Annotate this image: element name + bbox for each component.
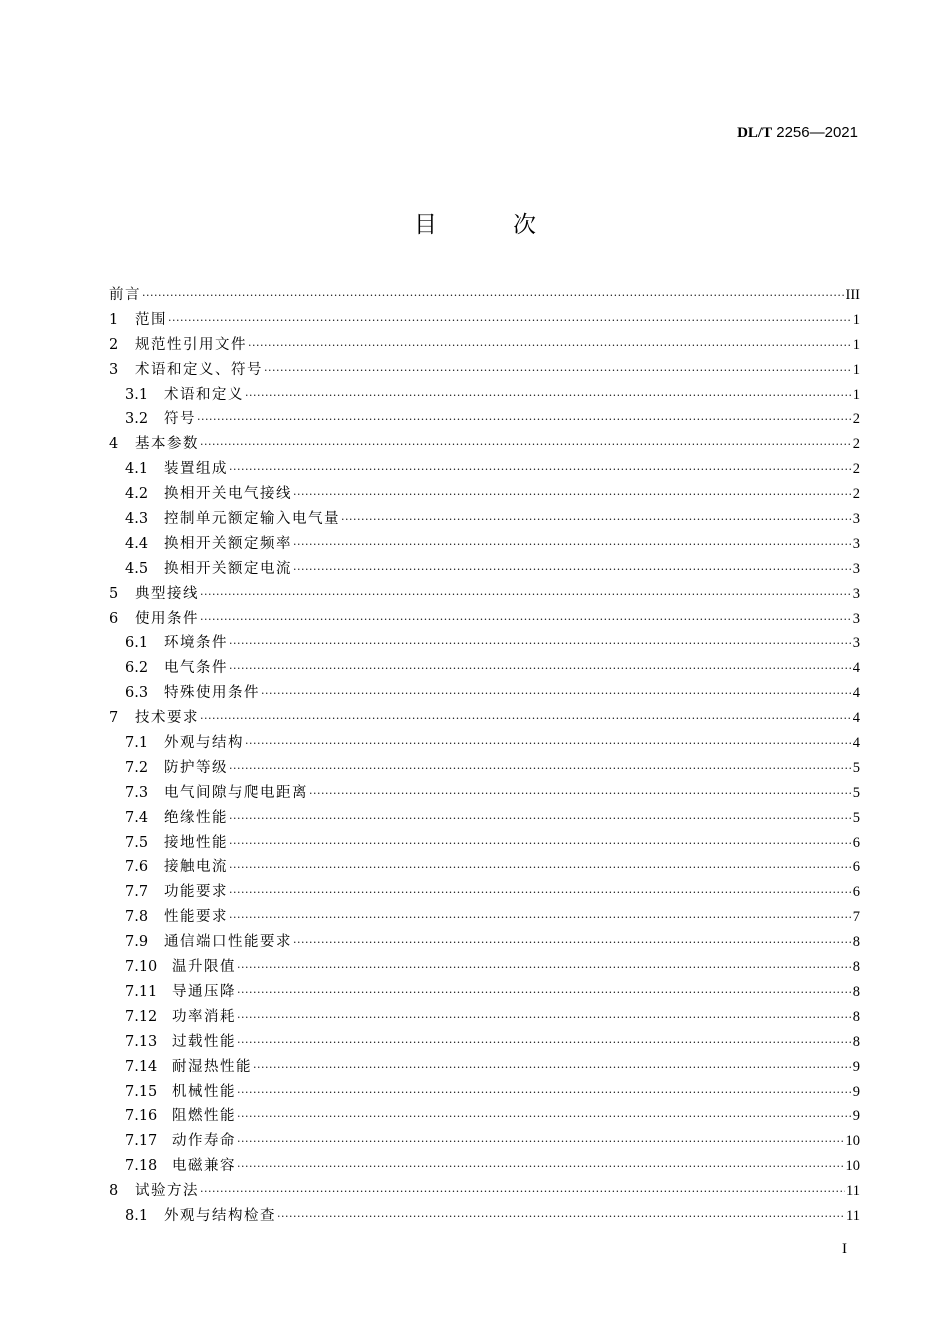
dot-leader — [248, 334, 852, 359]
toc-entry-title: 范围 — [135, 311, 167, 328]
toc-entry-page: 3 — [852, 535, 860, 552]
toc-entry[interactable] — [109, 706, 860, 731]
toc-entry-title: 电磁兼容 — [172, 1158, 236, 1175]
toc-entry[interactable] — [109, 507, 860, 532]
dot-leader — [237, 1081, 852, 1106]
toc-entry[interactable] — [109, 1005, 860, 1030]
toc-entry[interactable] — [109, 1154, 860, 1179]
dot-leader — [293, 558, 852, 583]
dot-leader — [245, 384, 852, 409]
dot-leader — [237, 1006, 852, 1031]
dot-leader — [200, 707, 852, 732]
dot-leader — [237, 981, 852, 1006]
toc-entry-page: 11 — [846, 1183, 860, 1200]
toc-entry-number: 3.2 — [125, 411, 149, 428]
toc-entry[interactable] — [109, 1030, 860, 1055]
toc-entry-title: 术语和定义 — [164, 386, 244, 403]
toc-entry[interactable] — [109, 532, 860, 557]
toc-entry-number: 6.3 — [125, 685, 149, 702]
toc-entry-page: 10 — [845, 1133, 860, 1150]
toc-entry-title: 功能要求 — [164, 884, 228, 901]
toc-entry[interactable] — [109, 631, 860, 656]
toc-entry[interactable] — [109, 980, 860, 1005]
dot-leader — [264, 359, 852, 384]
toc-entry-page: 2 — [852, 461, 860, 478]
toc-entry-number: 7.4 — [125, 809, 149, 826]
dot-leader — [237, 1130, 845, 1155]
toc-entry-page: 8 — [852, 983, 860, 1000]
dot-leader — [229, 807, 852, 832]
toc-entry-number: 7.16 — [125, 1108, 158, 1125]
toc-entry-number: 7.8 — [125, 909, 149, 926]
toc-entry-number: 8 — [109, 1183, 119, 1200]
dot-leader — [229, 856, 852, 881]
dot-leader — [200, 1180, 845, 1205]
toc-entry[interactable] — [109, 1080, 860, 1105]
toc-entry-number: 7.6 — [125, 859, 149, 876]
toc-entry-number: 7.2 — [125, 759, 149, 776]
dot-leader — [237, 956, 852, 981]
toc-entry[interactable] — [109, 607, 860, 632]
dot-leader — [229, 632, 852, 657]
toc-entry-page: 8 — [852, 934, 860, 951]
title-char-1: 目 — [414, 212, 437, 238]
dot-leader — [237, 1031, 852, 1056]
standard-prefix: DL/T — [737, 125, 773, 141]
toc-entry-number: 7.17 — [125, 1133, 158, 1150]
toc-entry-title: 基本参数 — [135, 436, 199, 453]
toc-entry-title: 防护等级 — [164, 759, 228, 776]
dot-leader — [229, 458, 852, 483]
toc-entry-title: 接地性能 — [164, 834, 228, 851]
toc-entry-number: 7.13 — [125, 1033, 158, 1050]
toc-entry[interactable] — [109, 1055, 860, 1080]
toc-entry-title: 通信端口性能要求 — [164, 934, 292, 951]
toc-entry[interactable] — [109, 432, 860, 457]
toc-entry-title: 接触电流 — [164, 859, 228, 876]
toc-entry-number: 7.10 — [125, 959, 158, 976]
toc-entry-title: 外观与结构 — [164, 735, 244, 752]
toc-entry-title: 性能要求 — [164, 909, 228, 926]
toc-entry-title: 阻燃性能 — [172, 1108, 236, 1125]
toc-entry-page: 9 — [852, 1083, 860, 1100]
toc-entry-number: 2 — [109, 336, 119, 353]
toc-entry-title: 换相开关额定电流 — [164, 560, 292, 577]
toc-entry-number: 4.2 — [125, 486, 149, 503]
dot-leader — [293, 483, 852, 508]
toc-entry[interactable] — [109, 1179, 860, 1204]
toc-entry-title: 典型接线 — [135, 585, 199, 602]
toc-entry-title: 导通压降 — [172, 983, 236, 1000]
toc-entry-page: 1 — [852, 386, 860, 403]
toc-entry-page: 2 — [852, 411, 860, 428]
standard-number: 2256—2021 — [776, 124, 858, 141]
toc-entry-number: 7.1 — [125, 735, 149, 752]
toc-entry-number: 7.18 — [125, 1158, 158, 1175]
dot-leader — [200, 433, 852, 458]
toc-entry-page: 3 — [852, 610, 860, 627]
toc-entry[interactable] — [109, 831, 860, 856]
toc-entry-title: 外观与结构检查 — [164, 1207, 276, 1224]
toc-entry-number: 7.14 — [125, 1058, 158, 1075]
toc-entry-title: 使用条件 — [135, 610, 199, 627]
toc-entry-title: 控制单元额定输入电气量 — [164, 511, 340, 528]
toc-entry-page: 2 — [852, 486, 860, 503]
toc-entry-page: 8 — [852, 1008, 860, 1025]
dot-leader — [277, 1205, 845, 1230]
toc-entry-title: 耐湿热性能 — [172, 1058, 252, 1075]
toc-entry-page: 5 — [852, 759, 860, 776]
toc-entry-page: 5 — [852, 784, 860, 801]
toc-entry-number: 4.3 — [125, 511, 149, 528]
toc-entry-title: 术语和定义、符号 — [135, 361, 263, 378]
toc-entry-page: 4 — [852, 735, 860, 752]
dot-leader — [197, 408, 852, 433]
toc-entry[interactable] — [109, 756, 860, 781]
toc-entry-title: 动作寿命 — [172, 1133, 236, 1150]
toc-entry-page: 6 — [852, 859, 860, 876]
toc-entry-title: 装置组成 — [164, 461, 228, 478]
toc-entry-number: 6.1 — [125, 635, 149, 652]
toc-entry[interactable] — [109, 855, 860, 880]
toc-entry-page: 1 — [852, 361, 860, 378]
toc-entry-title: 电气间隙与爬电距离 — [164, 784, 308, 801]
toc-entry-page: 11 — [846, 1207, 860, 1224]
dot-leader — [341, 508, 852, 533]
toc-entry-title: 电气条件 — [164, 660, 228, 677]
toc-entry-page: 10 — [845, 1158, 860, 1175]
toc-entry-number: 7.15 — [125, 1083, 158, 1100]
toc-entry-title: 功率消耗 — [172, 1008, 236, 1025]
dot-leader — [229, 832, 852, 857]
toc-entry-page: 4 — [852, 660, 860, 677]
toc-entry[interactable] — [109, 930, 860, 955]
dot-leader — [229, 906, 852, 931]
dot-leader — [253, 1056, 852, 1081]
toc-entry-title: 规范性引用文件 — [135, 336, 247, 353]
toc-entry[interactable] — [109, 333, 860, 358]
toc-entry[interactable] — [109, 681, 860, 706]
standard-code — [737, 124, 858, 142]
toc-entry[interactable] — [109, 358, 860, 383]
toc-entry-number: 4.1 — [125, 461, 149, 478]
toc-entry-page: 8 — [852, 959, 860, 976]
toc-entry-page: 3 — [852, 635, 860, 652]
toc-entry[interactable] — [109, 880, 860, 905]
dot-leader — [237, 1105, 852, 1130]
toc-entry-title: 温升限值 — [172, 959, 236, 976]
toc-entry-number: 7 — [109, 710, 119, 727]
dot-leader — [229, 881, 852, 906]
dot-leader — [168, 309, 852, 334]
toc-entry[interactable] — [109, 806, 860, 831]
dot-leader — [200, 608, 852, 633]
toc-entry[interactable] — [109, 383, 860, 408]
toc-entry-page: 9 — [852, 1108, 860, 1125]
toc-entry[interactable] — [109, 731, 860, 756]
toc-entry-page: 3 — [852, 560, 860, 577]
toc-entry-number: 6.2 — [125, 660, 149, 677]
dot-leader — [200, 583, 852, 608]
toc-entry-title: 环境条件 — [164, 635, 228, 652]
toc-entry-number: 1 — [109, 311, 119, 328]
toc-entry-number: 5 — [109, 585, 119, 602]
toc-entry-title: 符号 — [164, 411, 196, 428]
toc-entry[interactable] — [109, 457, 860, 482]
toc-entry-page: 1 — [852, 336, 860, 353]
toc-entry[interactable] — [109, 781, 860, 806]
toc-entry-number: 7.7 — [125, 884, 149, 901]
toc-entry[interactable] — [109, 557, 860, 582]
toc-entry-number: 4.5 — [125, 560, 149, 577]
toc-entry[interactable] — [109, 308, 860, 333]
toc-entry[interactable] — [109, 1104, 860, 1129]
page-number: I — [842, 1241, 847, 1257]
toc-entry-title: 过载性能 — [172, 1033, 236, 1050]
page-title — [0, 206, 950, 239]
toc-entry-title: 试验方法 — [135, 1183, 199, 1200]
toc-entry-page: 6 — [852, 884, 860, 901]
toc-entry-page: 8 — [852, 1033, 860, 1050]
toc-entry-page: 4 — [852, 710, 860, 727]
toc-entry-page: 1 — [852, 311, 860, 328]
toc-entry-page: III — [845, 287, 860, 303]
toc-entry-number: 3 — [109, 361, 119, 378]
toc-entry-number: 4 — [109, 436, 119, 453]
toc-entry-number: 4.4 — [125, 535, 149, 552]
toc-entry[interactable] — [109, 283, 860, 308]
dot-leader — [293, 931, 852, 956]
toc-entry-number: 7.12 — [125, 1008, 158, 1025]
dot-leader — [309, 782, 852, 807]
toc-entry-page: 3 — [852, 585, 860, 602]
dot-leader — [261, 682, 852, 707]
toc-entry-title: 技术要求 — [135, 710, 199, 727]
toc-entry[interactable] — [109, 905, 860, 930]
toc-entry-number: 8.1 — [125, 1207, 149, 1224]
dot-leader — [293, 533, 852, 558]
toc-entry-page: 7 — [852, 909, 860, 926]
toc-entry-title: 特殊使用条件 — [164, 685, 260, 702]
title-char-2: 次 — [513, 212, 536, 238]
toc-entry-number: 3.1 — [125, 386, 149, 403]
toc-entry-title: 换相开关电气接线 — [164, 486, 292, 503]
toc-entry[interactable] — [109, 482, 860, 507]
toc-entry-page: 3 — [852, 511, 860, 528]
toc-entry-page: 6 — [852, 834, 860, 851]
table-of-contents — [109, 283, 860, 1229]
toc-entry-title: 前言 — [109, 287, 141, 303]
toc-entry-title: 绝缘性能 — [164, 809, 228, 826]
toc-entry-number: 7.3 — [125, 784, 149, 801]
toc-entry-number: 7.11 — [125, 983, 158, 1000]
toc-entry[interactable] — [109, 1129, 860, 1154]
toc-entry[interactable] — [109, 955, 860, 980]
dot-leader — [229, 757, 852, 782]
toc-entry[interactable] — [109, 582, 860, 607]
toc-entry-number: 6 — [109, 610, 119, 627]
toc-entry-page: 9 — [852, 1058, 860, 1075]
dot-leader — [237, 1155, 845, 1180]
dot-leader — [229, 657, 852, 682]
toc-entry[interactable] — [109, 407, 860, 432]
toc-entry-page: 5 — [852, 809, 860, 826]
toc-entry-number: 7.5 — [125, 834, 149, 851]
toc-entry-title: 机械性能 — [172, 1083, 236, 1100]
toc-entry[interactable] — [109, 1204, 860, 1229]
toc-entry[interactable] — [109, 656, 860, 681]
dot-leader — [245, 732, 852, 757]
toc-entry-number: 7.9 — [125, 934, 149, 951]
dot-leader — [142, 284, 845, 309]
toc-entry-page: 2 — [852, 436, 860, 453]
toc-entry-title: 换相开关额定频率 — [164, 535, 292, 552]
toc-entry-page: 4 — [852, 685, 860, 702]
